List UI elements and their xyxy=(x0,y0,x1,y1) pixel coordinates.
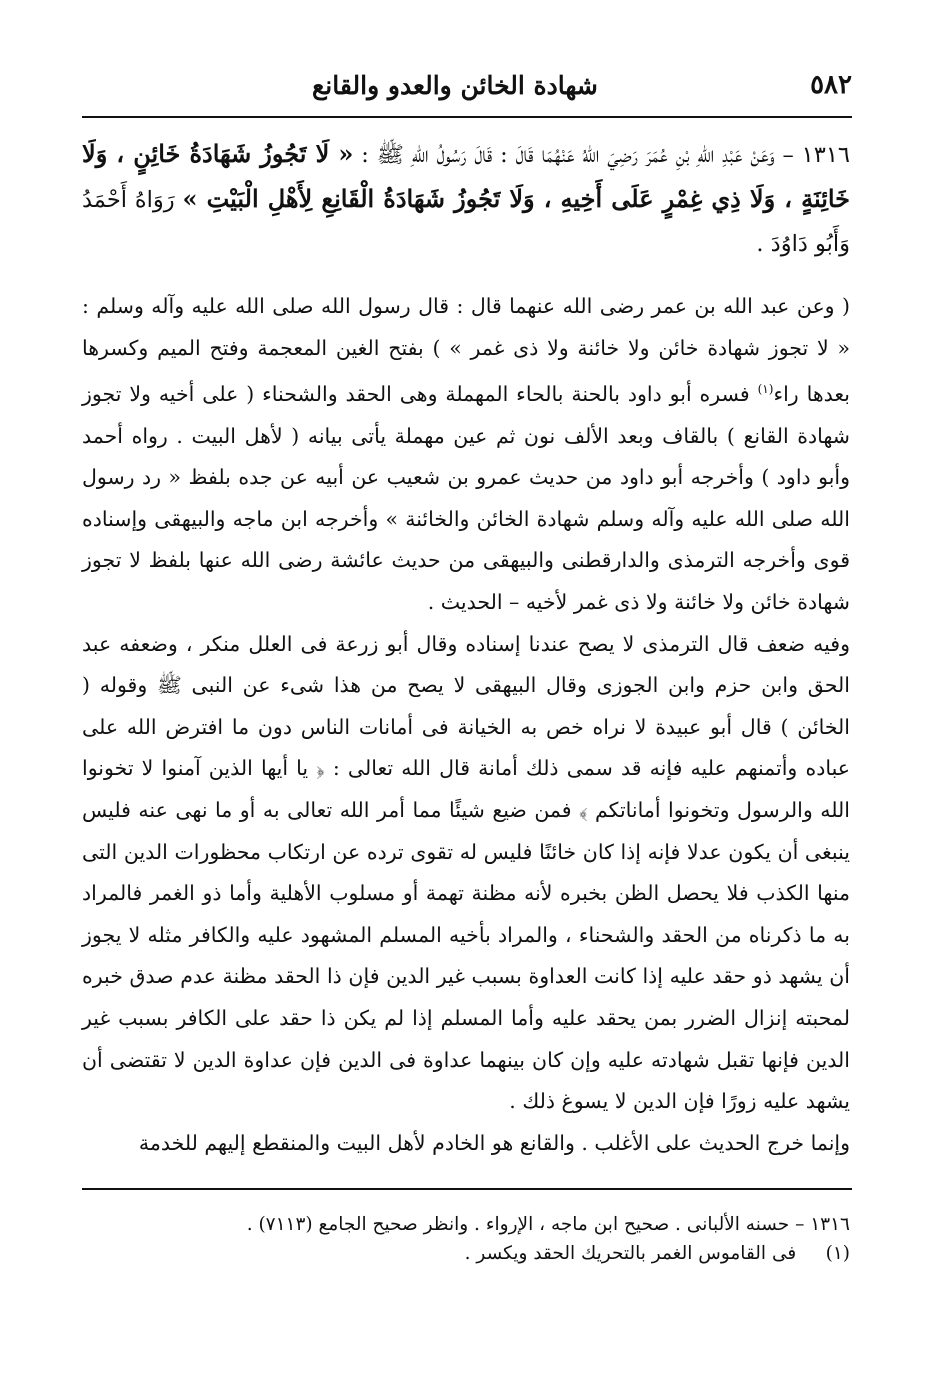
footnote-reference: (١) xyxy=(757,382,774,397)
footnote-divider xyxy=(82,1188,852,1190)
hadith-source: رَوَاهُ أَحْمَدُ وَأَبُو دَاوُدَ . xyxy=(82,187,850,257)
commentary-paragraph-3: وإنما خرج الحديث على الأغلب . والقانع هو الخادم لأهل البيت والمنقطع إليهم للخدمة xyxy=(138,1130,850,1155)
running-title: شهادة الخائن والعدو والقانع xyxy=(312,70,598,100)
hadith-intro: ١٣١٦ – وَعَنْ عَبْدِ اللهِ بْنِ عُمَرَ رَضِيَ اللهُ عَنْهُمَا قَالَ : قَالَ رَسُولُ اللهِ ﷺ : xyxy=(361,142,850,168)
commentary-text: ( وعن عبد الله بن عمر رضى الله عنهما قال : قال رسول الله صلى الله عليه وآله وسلم : « لا تجوز شهادة خائن ولا خائنة ولا ذى غمر » ) بفتح الغين المعجمة وفتح الميم وكسرها بعدها راء xyxy=(82,294,850,407)
page-number: ٥٨٢ xyxy=(810,70,852,100)
footnotes xyxy=(82,1210,850,1268)
page-header xyxy=(82,62,852,108)
commentary xyxy=(82,286,850,1164)
footnote-marker: (١) xyxy=(825,1243,850,1264)
footnote-1 xyxy=(82,1239,850,1268)
header-divider xyxy=(82,116,852,118)
hadith-text: « لَا تَجُوزُ شَهَادَةُ خَائِنٍ ، وَلَا خَائِنَةٍ ، وَلَا ذِي غِمْرٍ عَلَى أَخِيهِ ، وَلَا تَجُوزُ شَهَادَةُ الْقَانِعِ لِأَهْلِ الْبَيْتِ » xyxy=(82,139,851,213)
footnote-hadith-grading: ١٣١٦ – حسنه الألبانى . صحيح ابن ماجه ، الإرواء . وانظر صحيح الجامع (٧١١٣) . xyxy=(246,1214,850,1235)
commentary-paragraph-2: وفيه ضعف قال الترمذى لا يصح عندنا إسناده وقال أبو زرعة فى العلل منكر ، وضعفه عبد الحق وابن حزم وابن الجوزى وقال البيهقى لا يصح من هذا شىء عن النبى ﷺ وقوله ( الخائن ) قال أبو عبيدة لا نراه خص به الخيانة فى أمانات الناس دون ما افترض الله على عباده وأتمنهم عليه فإنه قد سمى ذلك أمانة قال الله تعالى : ﴿ يا أيها الذين آمنوا لا تخونوا الله والرسول وتخونوا أماناتكم ﴾ فمن ضيع شيئًا مما أمر الله تعالى به أو ما نهى عنه فليس ينبغى أن يكون عدلا فإنه إذا كان خائنًا فليس له تقوى ترده عن ارتكاب محظورات الدين التى منها الكذب فلا يحصل الظن بخبره لأنه مظنة تهمة أو مسلوب الأهلية وأما ذو الغمر فالمراد به ما ذكرناه من الحقد والشحناء ، والمراد بأخيه المسلم المشهود عليه والكافر مثله لا يجوز أن يشهد ذو حقد عليه إذا كانت العداوة بسبب غير الدين فإن ذا الحقد مظنة عدم صدق خبره لمحبته إنزال الضرر بمن يحقد عليه وأما المسلم إذا لم يكن ذا حقد على الكافر بسبب غير الدين فإنها تقبل شهادته عليه وإن كان بينهما عداوة فى الدين فإن عداوة الدين لا تقتضى أن يشهد عليه زورًا فإن الدين لا يسوغ ذلك . xyxy=(82,631,850,1114)
commentary-text: فسره أبو داود بالحنة بالحاء المهملة وهى الحقد والشحناء ( على أخيه ولا تجوز شهادة القانع ) بالقاف وبعد الألف نون ثم عين مهملة يأتى بيانه ( لأهل البيت . رواه أحمد وأبو داود ) وأخرجه أبو داود من حديث عمرو بن شعيب عن أبيه عن جده بلفظ « رد رسول الله صلى الله عليه وآله وسلم شهادة الخائن والخائنة » وأخرجه ابن ماجه والبيهقى وإسناده قوى وأخرجه الترمذى والدارقطنى والبيهقى من حديث عائشة رضى الله عنها بلفظ لا تجوز شهادة خائن ولا خائنة ولا ذى غمر لأخيه – الحديث . xyxy=(82,382,850,614)
hadith-block xyxy=(82,132,850,266)
commentary-paragraph-1 xyxy=(82,286,850,624)
footnote-text: فى القاموس الغمر بالتحريك الحقد ويكسر . xyxy=(464,1243,797,1264)
